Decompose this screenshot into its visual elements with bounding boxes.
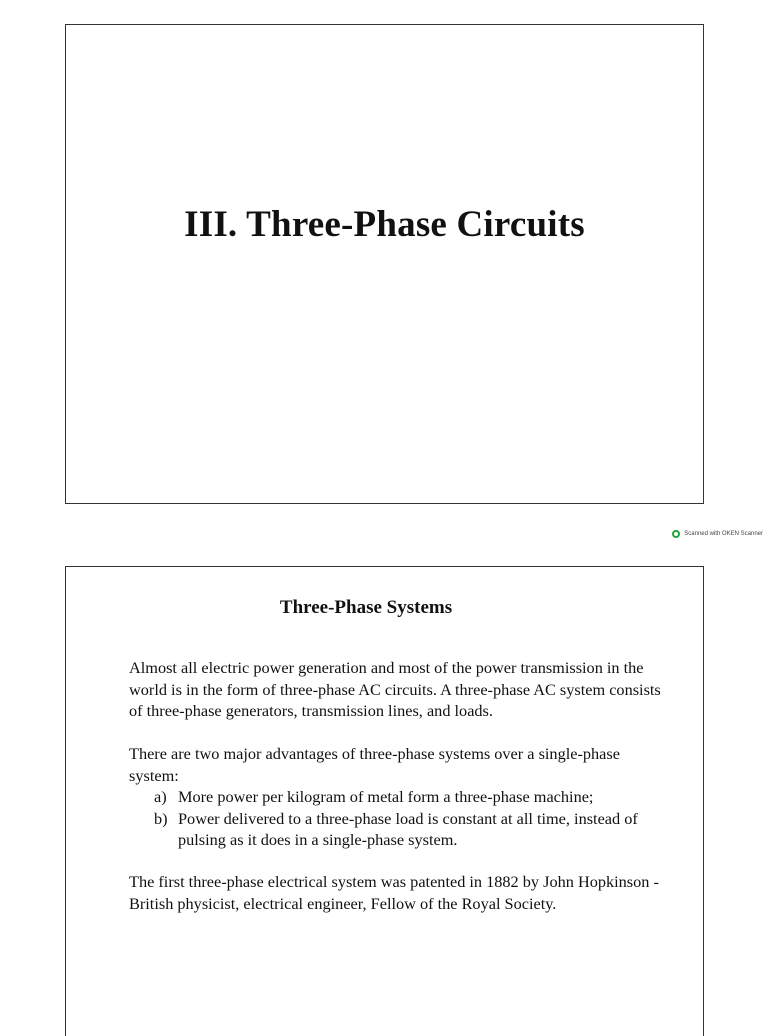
list-item — [129, 786, 669, 808]
paragraph-intro: Almost all electric power generation and most of the power transmission in the world is in the form of three-phase AC circuits. A three-phase AC system consists of three-phase generators, transmission lines, and loads. — [129, 658, 661, 720]
paragraph-history: The first three-phase electrical system was patented in 1882 by John Hopkinson - British physicist, electrical engineer, Fellow of the Royal Society. — [129, 872, 659, 913]
slide-title-page — [65, 24, 704, 504]
paragraph-advantages — [129, 743, 669, 851]
scanner-logo-icon — [672, 530, 680, 538]
list-marker: b) — [154, 808, 168, 828]
list-item — [129, 808, 669, 851]
scanner-watermark — [672, 530, 763, 538]
list-marker: a) — [154, 787, 167, 806]
slide-title: III. Three-Phase Circuits — [184, 204, 585, 245]
slide-three-phase-systems — [65, 566, 704, 1036]
list-text: Power delivered to a three-phase load is constant at all time, instead of pulsing as it does in a single-phase system. — [178, 808, 638, 849]
list-text: More power per kilogram of metal form a three-phase machine; — [178, 787, 594, 806]
advantages-list — [129, 786, 669, 851]
scanner-label: Scanned with OKEN Scanner — [684, 531, 763, 537]
advantages-intro: There are two major advantages of three-phase systems over a single-phase system: — [129, 744, 620, 785]
section-heading: Three-Phase Systems — [279, 597, 453, 618]
